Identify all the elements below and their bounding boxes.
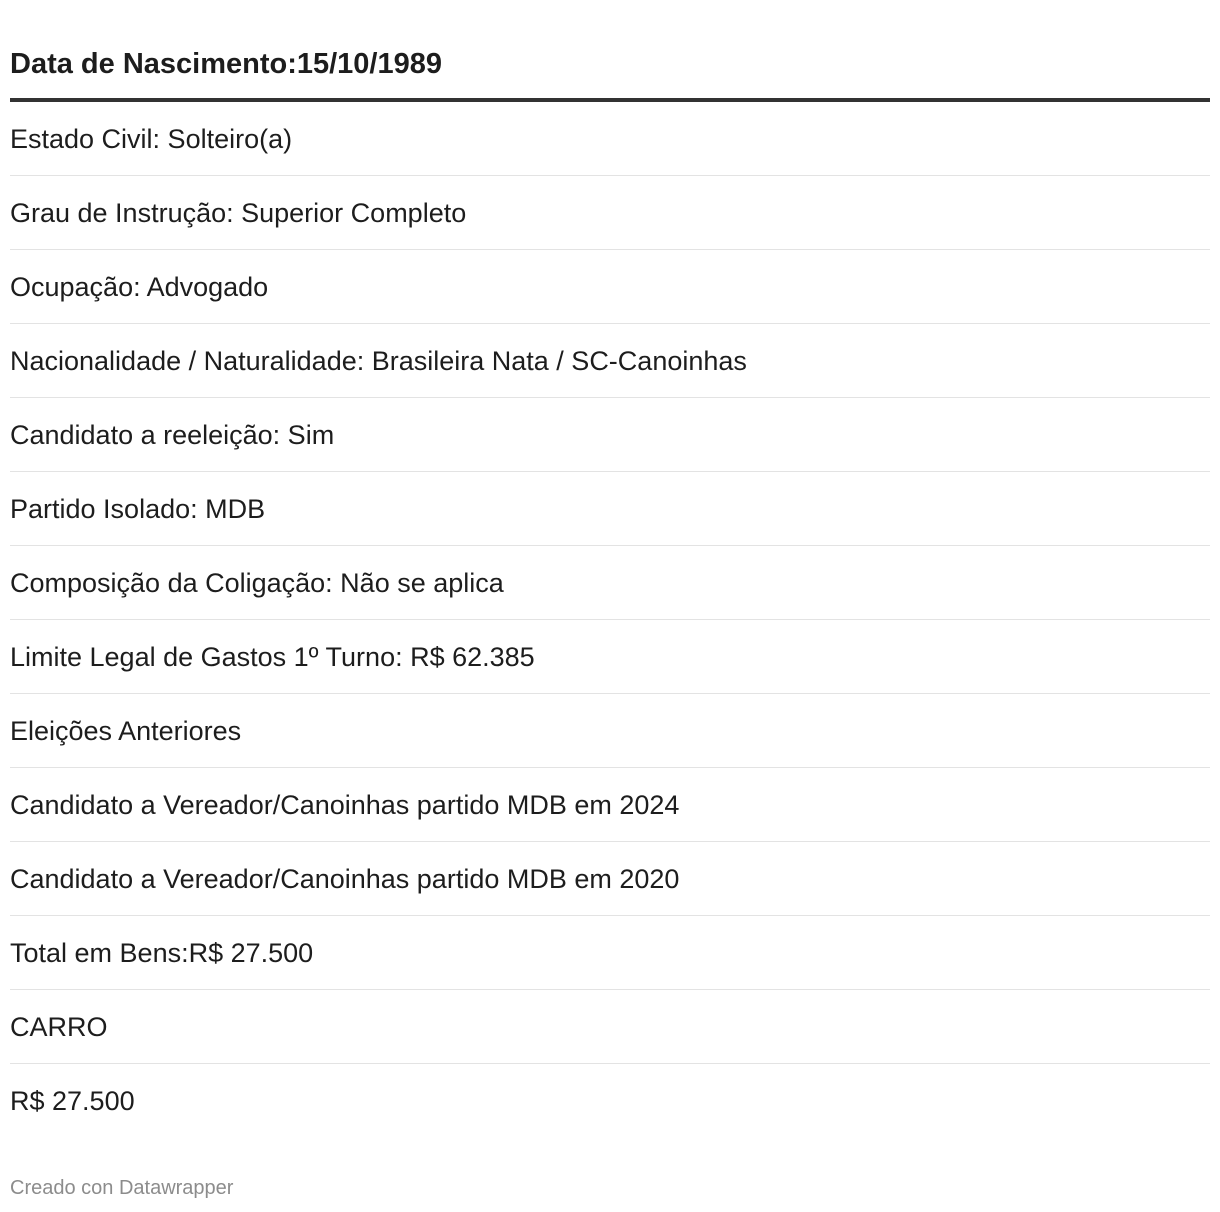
row-text: Nacionalidade / Naturalidade: Brasileira Nata / SC-Canoinhas (10, 346, 747, 376)
table-body (10, 102, 1210, 1137)
row-text: Grau de Instrução: Superior Completo (10, 198, 467, 228)
table-row (10, 398, 1210, 472)
table-row (10, 916, 1210, 990)
data-table (10, 0, 1210, 1137)
row-text: Composição da Coligação: Não se aplica (10, 568, 504, 598)
row-text: Partido Isolado: MDB (10, 494, 266, 524)
table-row (10, 620, 1210, 694)
table-row (10, 842, 1210, 916)
table-row (10, 324, 1210, 398)
row-text: Ocupação: Advogado (10, 272, 269, 302)
row-text: Candidato a Vereador/Canoinhas partido MDB em 2024 (10, 790, 680, 820)
table-row (10, 472, 1210, 546)
table-header (10, 0, 1210, 102)
table-row (10, 990, 1210, 1064)
row-text: R$ 27.500 (10, 1086, 135, 1116)
row-text: Limite Legal de Gastos 1º Turno: R$ 62.385 (10, 642, 535, 672)
row-text: Candidato a Vereador/Canoinhas partido MDB em 2020 (10, 864, 680, 894)
table-row (10, 694, 1210, 768)
table-row (10, 176, 1210, 250)
row-text: Total em Bens:R$ 27.500 (10, 938, 314, 968)
header-title: Data de Nascimento:15/10/1989 (10, 48, 442, 80)
table-row (10, 768, 1210, 842)
row-text: Candidato a reeleição: Sim (10, 420, 335, 450)
row-text: Eleições Anteriores (10, 716, 242, 746)
table-row (10, 546, 1210, 620)
row-text: CARRO (10, 1012, 108, 1042)
row-text: Estado Civil: Solteiro(a) (10, 124, 293, 154)
datawrapper-credit-link[interactable]: Creado con Datawrapper (10, 1177, 234, 1199)
table-row (10, 1064, 1210, 1137)
table-row (10, 102, 1210, 176)
table-row (10, 250, 1210, 324)
